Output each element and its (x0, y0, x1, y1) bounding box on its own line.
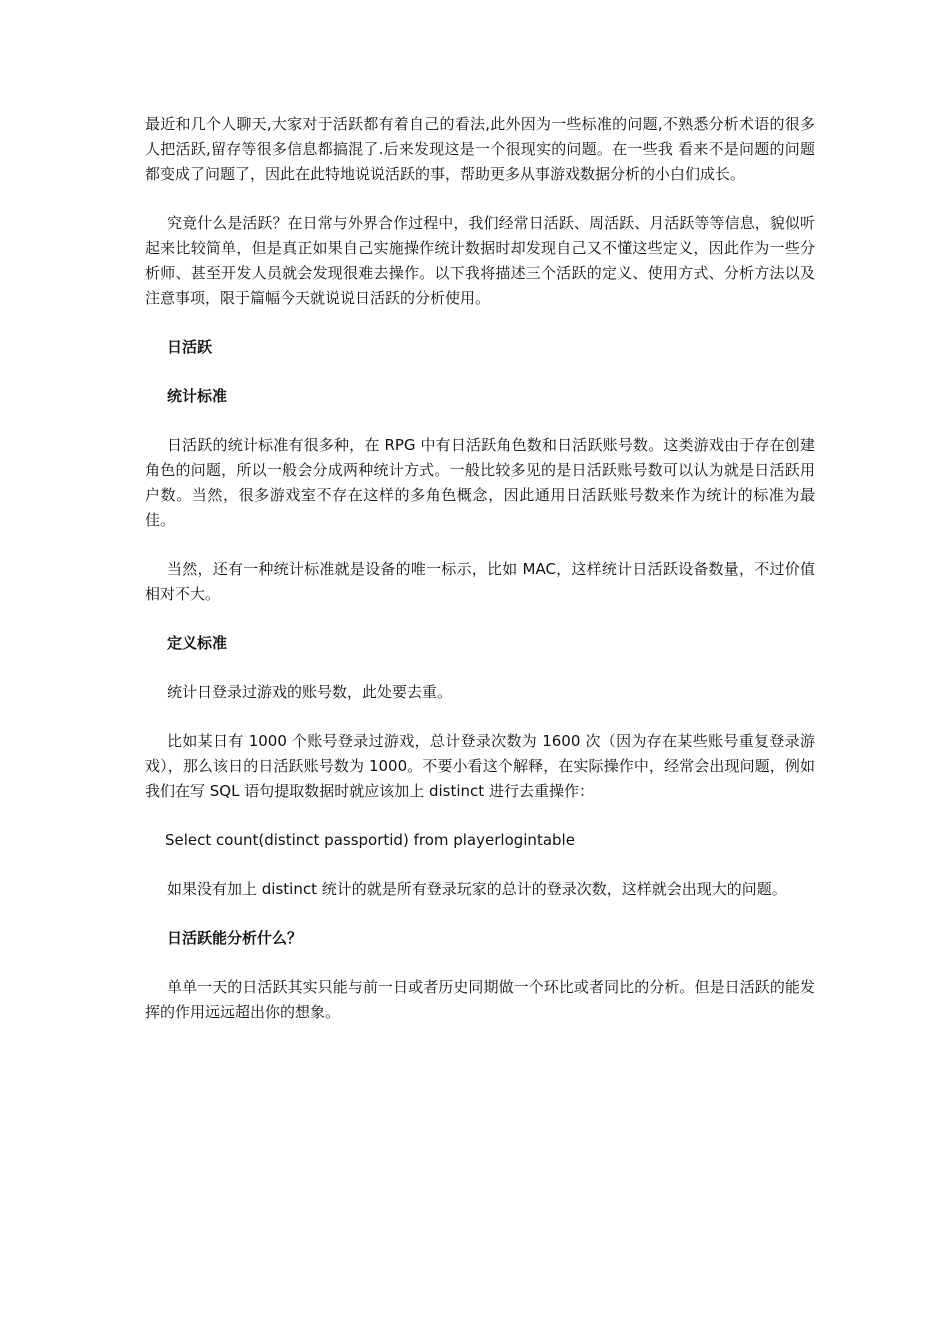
distinct-warning-paragraph: 如果没有加上 distinct 统计的就是所有登录玩家的总计的登录次数，这样就会出现大的问题。 (167, 880, 787, 898)
definition-paragraph: 统计日登录过游戏的账号数，此处要去重。 (167, 683, 453, 701)
example-paragraph: 比如某日有 1000 个账号登录过游戏，总计登录次数为 1600 次（因为存在某些账号重复登录游戏），那么该日的日活跃账号数为 1000。不要小看这个解释，在实际操作中，经常会出现问题，例如我们在写 SQL 语句提取数据时就应该加上 distinct 进行去重操作： (145, 732, 815, 800)
analysis-paragraph: 单单一天的日活跃其实只能与前一日或者历史同期做一个环比或者同比的分析。但是日活跃的能发挥的作用远远超出你的想象。 (145, 978, 815, 1021)
subheading-definition-standard: 定义标准 (167, 634, 228, 652)
sql-code-line: Select count(distinct passportid) from playerlogintable (165, 831, 575, 849)
document-page (145, 112, 815, 1049)
device-standard-paragraph: 当然，还有一种统计标准就是设备的唯一标示，比如 MAC，这样统计日活跃设备数量，不过价值相对不大。 (145, 560, 815, 603)
what-is-active-paragraph: 究竟什么是活跃？在日常与外界合作过程中，我们经常日活跃、周活跃、月活跃等等信息，貌似听起来比较简单，但是真正如果自己实施操作统计数据时却发现自己又不懂这些定义，因此作为一些分析师、甚至开发人员就会发现很难去操作。以下我将描述三个活跃的定义、使用方式、分析方法以及注意事项，限于篇幅今天就说说日活跃的分析使用。 (145, 214, 815, 307)
section-heading-daily-active: 日活跃 (167, 338, 213, 356)
statistical-standard-paragraph: 日活跃的统计标准有很多种，在 RPG 中有日活跃角色数和日活跃账号数。这类游戏由于存在创建角色的问题，所以一般会分成两种统计方式。一般比较多见的是日活跃账号数可以认为就是日活跃用户数。当然，很多游戏室不存在这样的多角色概念，因此通用日活跃账号数来作为统计的标准为最佳。 (145, 436, 815, 529)
subheading-statistical-standard: 统计标准 (167, 387, 228, 405)
intro-paragraph: 最近和几个人聊天,大家对于活跃都有着自己的看法,此外因为一些标准的问题,不熟悉分析术语的很多人把活跃,留存等很多信息都搞混了.后来发现这是一个很现实的问题。在一些我 看来不是问题的问题都变成了问题了，因此在此特地说说活跃的事，帮助更多从事游戏数据分析的小白们成长。 (145, 115, 815, 183)
subheading-what-to-analyze: 日活跃能分析什么？ (167, 929, 303, 947)
